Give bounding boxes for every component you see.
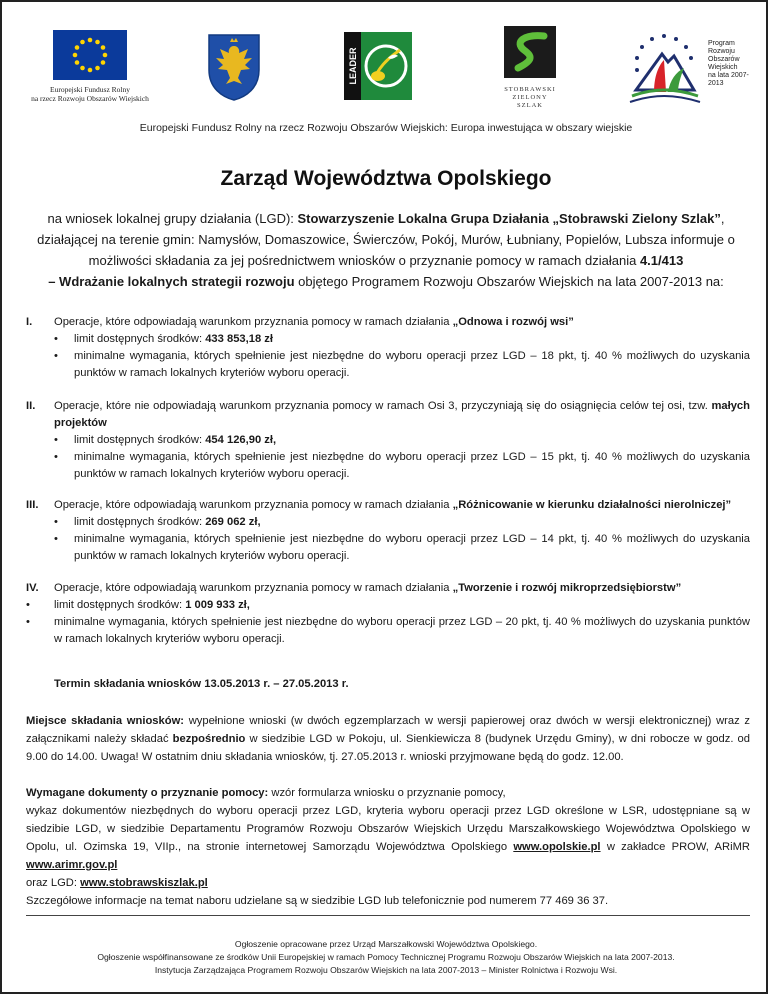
opolskie-link[interactable]: www.opolskie.pl bbox=[513, 841, 601, 853]
section-text bbox=[54, 314, 750, 331]
prow-caption bbox=[708, 40, 754, 88]
submission-text-1: wypełnione wnioski (w dwóch egzemplarzach w wersji papierowej oraz dwóch w wersji elektronicznej) wraz z załącznikami należy składać bbox=[26, 715, 750, 745]
requirement-line: minimalne wymagania, których spełnienie jest niezbędne do wyboru operacji przez LGD – 14 pkt, tj. 40 % możliwych do uzyskania punktów w ramach lokalnych kryteriów wyboru operacji. bbox=[74, 533, 750, 562]
prow-line2: Rozwoju bbox=[708, 48, 735, 55]
limit-label: limit dostępnych środków: bbox=[54, 599, 186, 611]
fund-tagline: Europejski Fundusz Rolny na rzecz Rozwoju Obszarów Wiejskich: Europa inwestująca w obszary wiejskie bbox=[139, 122, 633, 134]
intro-measure-name: – Wdrażanie lokalnych strategii rozwoju bbox=[48, 274, 295, 289]
submission-text-2: w siedzibie LGD w Pokoju, ul. Sienkiewicza 8 (budynek Urzędu Gminy), w dni robocze w godz. od 9.00 do 14.00. Uwaga! W ostatnim dniu składania wniosków, tj. 27.05.2013 r. wnioski przyjmowane będą do godz. 12.00. bbox=[26, 733, 750, 763]
requirement-line: minimalne wymagania, których spełnienie jest niezbędne do wyboru operacji przez LGD – 18 pkt, tj. 40 % możliwych do uzyskania punktów w ramach lokalnych kryteriów wyboru operacji. bbox=[74, 350, 750, 379]
intro-text-2: , działającej na terenie gmin: Namysłów, Domaszowice, Świerczów, Pokój, Murów, Łubniany, Popielów, Lubsza informuje o możliwości składania za jej pośrednictwem wniosków o przyznanie pomocy w ramach działania bbox=[37, 211, 735, 268]
limit-value: 1 009 933 zł, bbox=[185, 599, 250, 611]
logo-bar bbox=[2, 22, 768, 112]
bullet: • bbox=[54, 350, 58, 362]
section-lead: Operacje, które odpowiadają warunkom przyznania pomocy w ramach działania bbox=[54, 582, 453, 594]
section-text bbox=[54, 398, 750, 432]
eu-flag-icon bbox=[53, 30, 127, 80]
stobrawskiszlak-link[interactable]: www.stobrawskiszlak.pl bbox=[80, 877, 208, 889]
footer-line-2: Ogłoszenie współfinansowane ze środków Unii Europejskiej w ramach Pomocy Technicznej Programu Rozwoju Obszarów Wiejskich na lata 2007-2013. bbox=[97, 952, 675, 962]
section-measure: „Tworzenie i rozwój mikroprzedsiębiorstw” bbox=[452, 582, 682, 594]
limit-label: limit dostępnych środków: bbox=[74, 434, 206, 446]
documents-line-3 bbox=[26, 874, 750, 892]
bullet: • bbox=[54, 333, 58, 345]
section-3 bbox=[26, 497, 750, 565]
eu-caption bbox=[30, 85, 150, 103]
section-text bbox=[54, 497, 750, 514]
intro-measure-number: 4.1/413 bbox=[639, 253, 684, 268]
section-lead: Operacje, które nie odpowiadają warunkom przyznania pomocy w ramach Osi 3, przyczyniają się do osiągnięcia celów tej osi, tzw. bbox=[54, 400, 712, 412]
submission-bold: bezpośrednio bbox=[172, 733, 246, 745]
requirement-line: minimalne wymagania, których spełnienie jest niezbędne do wyboru operacji przez LGD – 20 pkt, tj. 40 % możliwych do uzyskania punktów w ramach lokalnych kryteriów wyboru operacji. bbox=[54, 616, 750, 645]
bullet: • bbox=[26, 616, 30, 628]
documents-line-1 bbox=[26, 784, 750, 802]
documents-paragraph bbox=[26, 784, 750, 910]
bullet: • bbox=[54, 451, 58, 463]
section-measure: „Różnicowanie w kierunku działalności nierolniczej” bbox=[452, 499, 732, 511]
bullet: • bbox=[54, 533, 58, 545]
section-lead: Operacje, które odpowiadają warunkom przyznania pomocy w ramach działania bbox=[54, 499, 453, 511]
prow-line3: Obszarów bbox=[708, 56, 740, 63]
prow-line4: Wiejskich bbox=[708, 64, 738, 71]
deadline-line: Termin składania wniosków 13.05.2013 r. – 27.05.2013 r. bbox=[54, 678, 349, 690]
arimr-link[interactable]: www.arimr.gov.pl bbox=[26, 859, 118, 871]
stobrawski-logo bbox=[498, 26, 562, 126]
intro-paragraph bbox=[26, 208, 746, 292]
documents-contact-line: Szczegółowe informacje na temat naboru udzielane są w siedzibie LGD lub telefonicznie pod numerem 77 469 36 37. bbox=[26, 895, 609, 907]
section-text bbox=[54, 580, 750, 597]
prow-emblem-icon bbox=[624, 30, 704, 106]
documents-text-3: w zakładce PROW, ARiMR bbox=[600, 841, 750, 853]
limit-line bbox=[74, 514, 750, 531]
limit-value: 269 062 zł, bbox=[205, 516, 261, 528]
ssz-line2: ZIELONY bbox=[512, 94, 548, 101]
section-1 bbox=[26, 314, 750, 382]
documents-text-1: wzór formularza wniosku o przyznanie pomocy, bbox=[268, 787, 506, 799]
section-number: I. bbox=[26, 316, 33, 328]
prow-logo bbox=[624, 30, 754, 106]
limit-line bbox=[74, 432, 750, 449]
section-number: II. bbox=[26, 400, 36, 412]
footer-line-3: Instytucja Zarządzająca Programem Rozwoju Obszarów Wiejskich na lata 2007-2013 – Minister Rolnictwa i Rozwoju Wsi. bbox=[154, 965, 618, 975]
submission-place-label: Miejsce składania wniosków: bbox=[26, 715, 184, 727]
limit-label: limit dostępnych środków: bbox=[74, 516, 206, 528]
section-4 bbox=[26, 580, 750, 648]
footer bbox=[2, 938, 768, 977]
section-number: IV. bbox=[26, 582, 39, 594]
limit-value: 454 126,90 zł, bbox=[205, 434, 277, 446]
bullet: • bbox=[54, 516, 58, 528]
section-2 bbox=[26, 398, 750, 483]
section-lead: Operacje, które odpowiadają warunkom przyznania pomocy w ramach działania bbox=[54, 316, 453, 328]
limit-line bbox=[46, 597, 750, 614]
footer-divider bbox=[26, 915, 750, 916]
leader-logo-icon bbox=[344, 32, 412, 100]
eu-logo bbox=[30, 30, 150, 103]
prow-line1: Program bbox=[708, 40, 735, 47]
intro-text-1: na wniosek lokalnej grupy działania (LGD): bbox=[47, 211, 298, 226]
ssz-line3: SZLAK bbox=[517, 102, 543, 109]
section-measure: „Odnowa i rozwój wsi” bbox=[452, 316, 574, 328]
documents-text-4: oraz LGD: bbox=[26, 877, 81, 889]
footer-line-1: Ogłoszenie opracowane przez Urząd Marszałkowski Województwa Opolskiego. bbox=[234, 939, 538, 949]
prow-line5: na lata 2007-2013 bbox=[708, 72, 749, 87]
limit-value: 433 853,18 zł bbox=[205, 333, 274, 345]
documents-label: Wymagane dokumenty o przyznanie pomocy: bbox=[26, 787, 269, 799]
section-measure: małych projektów bbox=[54, 400, 750, 429]
leader-text: LEADER bbox=[348, 47, 358, 85]
page-title: Zarząd Województwa Opolskiego bbox=[220, 167, 552, 190]
stobrawski-caption bbox=[498, 86, 562, 110]
intro-text-3: objętego Programem Rozwoju Obszarów Wiejskich na lata 2007-2013 na: bbox=[294, 274, 724, 289]
opolskie-coat-of-arms-icon bbox=[206, 32, 262, 102]
submission-place-paragraph bbox=[26, 712, 750, 766]
limit-line bbox=[74, 331, 750, 348]
documents-line-2 bbox=[26, 802, 750, 874]
bullet: • bbox=[54, 434, 58, 446]
section-number: III. bbox=[26, 499, 39, 511]
intro-lgd-name: Stowarzyszenie Lokalna Grupa Działania „Stobrawski Zielony Szlak” bbox=[297, 211, 721, 226]
bullet: • bbox=[26, 599, 30, 611]
limit-label: limit dostępnych środków: bbox=[74, 333, 206, 345]
documents-text-2: wykaz dokumentów niezbędnych do wyboru operacji przez LGD, kryteria wyboru operacji przez LGD określone w LSR, udostępniane są w siedzibie LGD, w siedzibie Departamentu Programów Rozwoju Obszarów Wiejskich Urzędu Marszałkowskiego Województwa Opolskiego w Opolu, ul. Ozimska 19, VIIp., na stronie internetowej Samorządu Województwa Opolskiego bbox=[26, 805, 750, 853]
ssz-line1: STOBRAWSKI bbox=[504, 86, 556, 93]
eu-caption-line2: na rzecz Rozwoju Obszarów Wiejskich bbox=[31, 94, 149, 103]
eu-caption-line1: Europejski Fundusz Rolny bbox=[50, 85, 130, 94]
requirement-line: minimalne wymagania, których spełnienie jest niezbędne do wyboru operacji przez LGD – 15 pkt, tj. 40 % możliwych do uzyskania punktów w ramach lokalnych kryteriów wyboru operacji. bbox=[74, 451, 750, 480]
stobrawski-s-icon bbox=[504, 26, 556, 78]
